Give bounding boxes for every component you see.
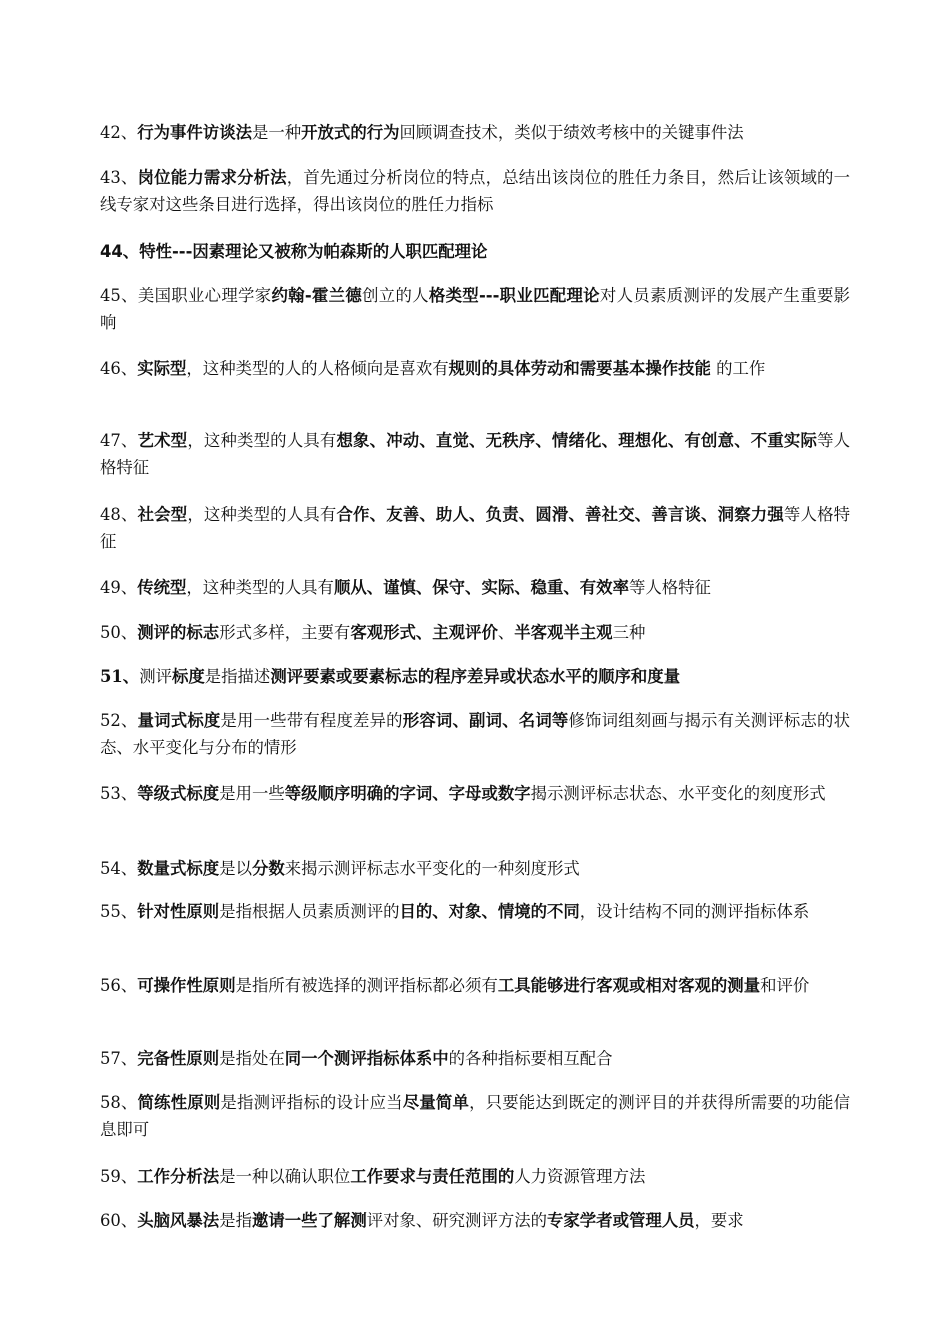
text-run: 是一种 <box>251 123 302 143</box>
text-run: 等人格特征 <box>628 578 711 598</box>
paragraph-50 <box>100 619 850 646</box>
item-number: 44、 <box>100 242 140 262</box>
bold-term: 帕森斯的人职匹配理论 <box>323 242 488 262</box>
bold-term: 尽量简单 <box>402 1093 470 1113</box>
text-run: 评对象、研究测评方法的 <box>366 1211 548 1231</box>
bold-term: 半客观半主观 <box>514 623 613 643</box>
text-run: ，设计结构不同的测评指标体系 <box>579 902 810 922</box>
text-run: ，只要能达到既定的测评目的并获得所需要的功能信息即可 <box>100 1093 851 1140</box>
text-run: 测评 <box>139 667 172 687</box>
item-number: 45、 <box>100 286 138 306</box>
paragraph-46 <box>100 355 850 382</box>
bold-term: 形容词、副词、名词等 <box>402 711 569 731</box>
text-run: 揭示测评标志状态、水平变化的刻度形式 <box>530 784 826 804</box>
text-run: 是以 <box>219 859 252 879</box>
text-run: ，要求 <box>694 1211 744 1231</box>
text-run: 等人格特征 <box>100 431 851 478</box>
paragraph-55 <box>100 898 850 925</box>
text-run: 来揭示测评标志水平变化的一种刻度形式 <box>284 859 580 879</box>
text-run: 美国职业心理学家 <box>137 286 272 306</box>
bold-term: 同一个测评指标体系中 <box>284 1049 449 1069</box>
item-number: 52、 <box>100 711 138 731</box>
bold-term: 开放式的行为 <box>301 123 400 143</box>
paragraph-44 <box>100 238 850 265</box>
bold-term: 数量式标度 <box>137 859 220 879</box>
bold-term: 测评要素或要素标志的程序差异或状态水平的顺序和度量 <box>270 667 681 687</box>
paragraph-54 <box>100 855 850 882</box>
item-number: 60、 <box>100 1211 138 1231</box>
item-number: 49、 <box>100 578 138 598</box>
text-run: 是指根据人员素质测评的 <box>219 902 400 922</box>
bold-term: 等级顺序明确的字词、字母或数字 <box>284 784 531 804</box>
text-run: 是指处在 <box>219 1049 285 1069</box>
bold-term: 合作、友善、助人、负责、圆滑、善社交、善言谈、洞察力强 <box>336 505 784 525</box>
text-run: 的工作 <box>710 359 766 379</box>
bold-term: 艺术型 <box>137 431 188 451</box>
text-run: ，首先通过分析岗位的特点，总结出该岗位的胜任力条目，然后让该领域的一线专家对这些条目进行选择，得出该岗位的胜任力指标 <box>100 168 851 215</box>
bold-term: 完备性原则 <box>137 1049 220 1069</box>
paragraph-53 <box>100 780 850 807</box>
text-run: ，这种类型的人具有 <box>186 578 334 598</box>
bold-term: 简练性原则 <box>137 1093 221 1113</box>
text-run: 创立的人 <box>362 286 429 306</box>
bold-term: 专家学者或管理人员 <box>547 1211 695 1231</box>
text-run: 三种 <box>612 623 646 643</box>
text-run: 的各种指标要相互配合 <box>448 1049 613 1069</box>
bold-term: 邀请一些了解测 <box>251 1211 367 1231</box>
paragraph-48 <box>100 501 850 555</box>
text-run: ，这种类型的人具有 <box>187 431 337 451</box>
item-number: 55、 <box>100 902 138 922</box>
bold-term: 工具能够进行客观或相对客观的测量 <box>497 976 761 996</box>
item-number: 48、 <box>100 505 138 525</box>
text-run: 是指 <box>219 1211 252 1231</box>
text-run: 是一种以确认职位 <box>219 1167 351 1187</box>
bold-term: 测评的标志 <box>137 623 220 643</box>
item-number: 42、 <box>100 123 138 143</box>
bold-term: 客观形式、主观评价 <box>350 623 498 643</box>
item-number: 58、 <box>100 1093 138 1113</box>
bold-term: 实际型 <box>137 359 187 379</box>
bold-term: 分数 <box>251 859 285 879</box>
item-number: 50、 <box>100 623 138 643</box>
bold-term: 行为事件访谈法 <box>137 123 252 143</box>
text-run: 回顾调查技术，类似于绩效考核中的关键事件法 <box>399 123 744 143</box>
text-run: 又被称为 <box>257 242 324 262</box>
item-number: 54、 <box>100 859 138 879</box>
text-run: 修饰词组刻画与揭示有关测评标志的状态、水平变化与分布的情形 <box>100 711 851 758</box>
bold-term: 想象、冲动、直觉、无秩序、情绪化、理想化、有创意、不重实际 <box>336 431 818 451</box>
item-number: 56、 <box>100 976 138 996</box>
text-run: 、 <box>497 623 515 643</box>
paragraph-42 <box>100 119 850 146</box>
paragraph-60 <box>100 1207 850 1234</box>
text-run: 是指所有被选择的测评指标都必须有 <box>235 976 498 996</box>
text-run: 形式多样，主要有 <box>219 623 351 643</box>
item-number: 59、 <box>100 1167 138 1187</box>
paragraph-58 <box>100 1089 850 1143</box>
paragraph-49 <box>100 574 850 601</box>
bold-term: 目的、对象、情境的不同 <box>399 902 580 922</box>
paragraph-43 <box>100 164 850 218</box>
text-run: ，这种类型的人具有 <box>187 505 337 525</box>
paragraph-52 <box>100 707 850 761</box>
bold-term: 约翰-霍兰德 <box>271 286 363 306</box>
text-run: 是指测评指标的设计应当 <box>220 1093 403 1113</box>
bold-term: 规则的具体劳动和需要基本操作技能 <box>448 359 711 379</box>
bold-term: 量词式标度 <box>137 711 221 731</box>
text-run: 是指描述 <box>204 667 271 687</box>
paragraph-59 <box>100 1163 850 1190</box>
paragraph-56 <box>100 972 850 999</box>
text-run: 对人员素质测评的发展产生重要影响 <box>100 286 851 333</box>
paragraph-57 <box>100 1045 850 1072</box>
item-number: 43、 <box>100 168 138 188</box>
item-number: 51、 <box>100 667 140 687</box>
item-number: 46、 <box>100 359 138 379</box>
text-run: ，这种类型的人的人格倾向是喜欢有 <box>186 359 449 379</box>
bold-term: 头脑风暴法 <box>137 1211 220 1231</box>
bold-term: 社会型 <box>137 505 188 525</box>
bold-term: 等级式标度 <box>137 784 220 804</box>
text-run: 人力资源管理方法 <box>514 1167 646 1187</box>
bold-term: 工作分析法 <box>137 1167 220 1187</box>
text-run: 是用一些带有程度差异的 <box>220 711 403 731</box>
bold-term: 传统型 <box>137 578 187 598</box>
text-run: 等人格特征 <box>100 505 851 552</box>
bold-term: 工作要求与责任范围的 <box>350 1167 515 1187</box>
item-number: 57、 <box>100 1049 138 1069</box>
bold-term: 岗位能力需求分析法 <box>137 168 287 188</box>
text-run: 是用一些 <box>219 784 285 804</box>
item-number: 53、 <box>100 784 138 804</box>
paragraph-51 <box>100 663 850 690</box>
bold-term: 顺从、谨慎、保守、实际、稳重、有效率 <box>333 578 629 598</box>
bold-term: 格类型---职业匹配理论 <box>428 286 600 306</box>
bold-term: 针对性原则 <box>137 902 220 922</box>
paragraph-45 <box>100 282 850 336</box>
paragraph-47 <box>100 427 850 481</box>
item-number: 47、 <box>100 431 138 451</box>
text-run: 和评价 <box>760 976 810 996</box>
bold-term: 标度 <box>171 667 205 687</box>
bold-term: 可操作性原则 <box>137 976 236 996</box>
bold-term: 特性---因素理论 <box>139 242 258 262</box>
